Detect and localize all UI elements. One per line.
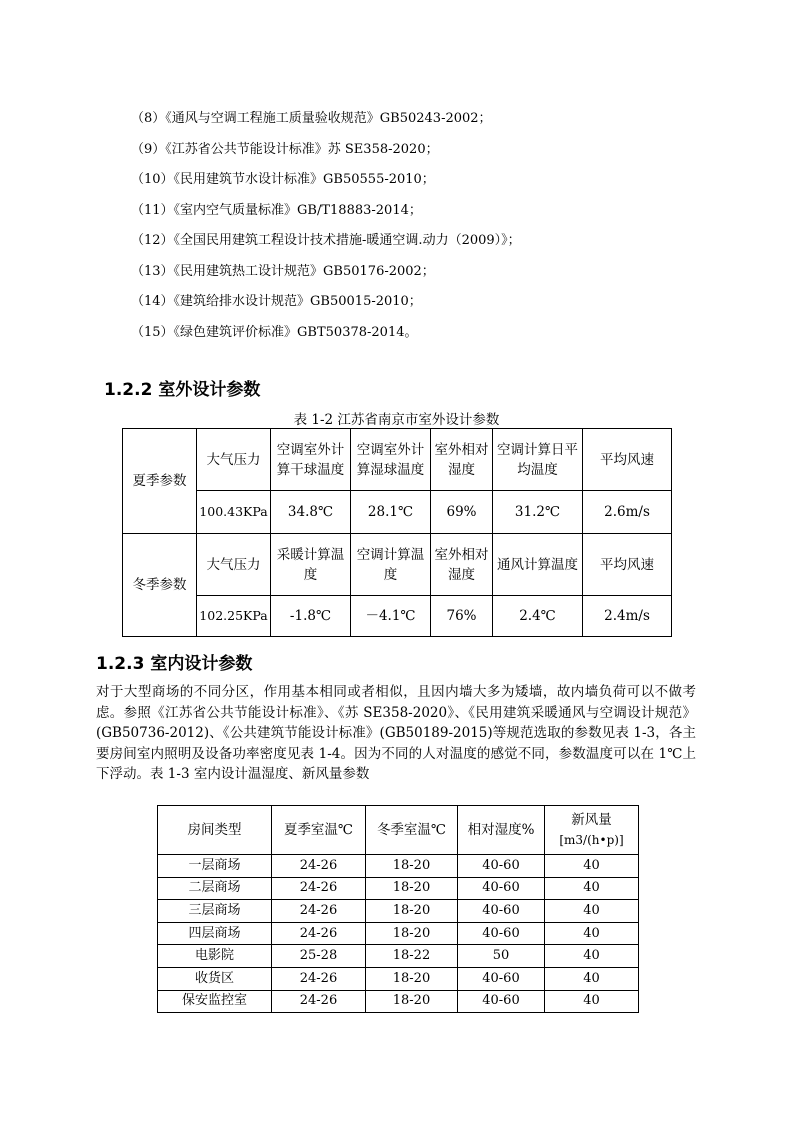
value-cell: 2.6m/s: [583, 491, 672, 534]
room-type-cell: 三层商场: [158, 900, 272, 923]
room-type-cell: 一层商场: [158, 855, 272, 878]
value-cell: 40-60: [458, 900, 545, 923]
table-caption-1-2: 表 1-2 江苏省南京市室外设计参数: [293, 412, 500, 428]
header-cell: 大气压力: [197, 534, 271, 596]
header-cell: 大气压力: [197, 429, 271, 491]
value-cell: 18-22: [366, 945, 458, 968]
header-cell: 相对湿度%: [458, 806, 545, 855]
fresh-air-label: 新风量: [571, 812, 612, 828]
fresh-air-unit: [m3/(h•p)]: [559, 833, 624, 847]
value-cell: -1.8℃: [271, 596, 351, 637]
value-cell: 102.25KPa: [197, 596, 271, 637]
reference-list: [131, 104, 521, 348]
winter-label-cell: 冬季参数: [123, 534, 197, 637]
header-cell: 冬季室温℃: [366, 806, 458, 855]
table-row: [158, 945, 639, 968]
value-cell: 24-26: [272, 900, 366, 923]
header-cell: 夏季室温℃: [272, 806, 366, 855]
reference-item: （8）《通风与空调工程施工质量验收规范》GB50243-2002；: [131, 111, 492, 126]
value-cell: 100.43KPa: [197, 491, 271, 534]
reference-item: （15）《绿色建筑评价标准》GBT50378-2014。: [131, 324, 418, 340]
header-cell: 室外相对湿度: [431, 534, 493, 596]
reference-item: （9）《江苏省公共节能设计标准》苏 SE358-2020；: [131, 141, 439, 157]
reference-item: （13）《民用建筑热工设计规范》GB50176-2002；: [131, 263, 435, 279]
value-cell: 18-20: [366, 900, 458, 923]
value-cell: 18-20: [366, 855, 458, 878]
header-cell: 房间类型: [158, 806, 272, 855]
value-cell: 40-60: [458, 877, 545, 900]
value-cell: 69%: [431, 491, 493, 534]
table-row: [123, 429, 672, 491]
room-type-cell: 电影院: [158, 945, 272, 968]
fresh-air-header-cell: [545, 806, 639, 855]
header-cell: 平均风速: [583, 534, 672, 596]
table-row: [158, 967, 639, 990]
value-cell: 24-26: [272, 877, 366, 900]
room-type-cell: 四层商场: [158, 922, 272, 945]
section-heading-1-2-3: 1.2.3 室内设计参数: [96, 654, 253, 674]
value-cell: 40: [545, 855, 639, 878]
reference-item: （14）《建筑给排水设计规范》GB50015-2010；: [131, 294, 422, 309]
value-cell: 40: [545, 990, 639, 1013]
value-cell: 31.2℃: [493, 491, 583, 534]
table-row: [158, 922, 639, 945]
body-paragraph: 对于大型商场的不同分区，作用基本相同或者相似，且因内墙大多为矮墙，故内墙负荷可以不做考虑。参照《江苏省公共节能设计标准》、《苏 SE358-2020》、《民用建筑采暖通风与空调设计规范》(GB50736-2012)、《公共建筑节能设计标准》(GB50189-2015)等规范选取的参数见表 1-3，各主要房间室内照明及设备功率密度见表 1-4。因为不同的人对温度的感觉不同，参数温度可以在 1℃上下浮动。表 1-3 室内设计温湿度、新风量参数: [96, 684, 696, 783]
outdoor-parameters-table: [122, 428, 672, 637]
value-cell: 18-20: [366, 922, 458, 945]
table-row: [158, 877, 639, 900]
reference-item: （11）《室内空气质量标准》GB/T18883-2014；: [131, 202, 422, 218]
table-header-row: [158, 806, 639, 855]
header-cell: 室外相对湿度: [431, 429, 493, 491]
value-cell: 40: [545, 877, 639, 900]
value-cell: 40: [545, 945, 639, 968]
table-row: [123, 534, 672, 596]
section-heading-1-2-2: 1.2.2 室外设计参数: [104, 380, 261, 400]
header-cell: 采暖计算温度: [271, 534, 351, 596]
header-cell: 空调室外计算湿球温度: [351, 429, 431, 491]
value-cell: 18-20: [366, 877, 458, 900]
value-cell: 18-20: [366, 967, 458, 990]
value-cell: 40-60: [458, 855, 545, 878]
header-cell: 空调计算温度: [351, 534, 431, 596]
header-cell: 通风计算温度: [493, 534, 583, 596]
value-cell: 24-26: [272, 990, 366, 1013]
value-cell: 24-26: [272, 967, 366, 990]
value-cell: 2.4m/s: [583, 596, 672, 637]
table-row: [123, 491, 672, 534]
value-cell: 40: [545, 967, 639, 990]
header-cell: 平均风速: [583, 429, 672, 491]
summer-label-cell: 夏季参数: [123, 429, 197, 534]
value-cell: 18-20: [366, 990, 458, 1013]
value-cell: 76%: [431, 596, 493, 637]
table-row: [158, 855, 639, 878]
table-row: [158, 900, 639, 923]
room-type-cell: 保安监控室: [158, 990, 272, 1013]
reference-item: （12）《全国民用建筑工程设计技术措施-暖通空调.动力（2009）》；: [131, 233, 521, 248]
value-cell: 34.8℃: [271, 491, 351, 534]
table-row: [158, 990, 639, 1013]
value-cell: 40-60: [458, 990, 545, 1013]
value-cell: 40: [545, 922, 639, 945]
header-cell: 空调室外计算干球温度: [271, 429, 351, 491]
reference-item: （10）《民用建筑节水设计标准》GB50555-2010；: [131, 172, 435, 187]
room-type-cell: 二层商场: [158, 877, 272, 900]
indoor-parameters-table: [157, 805, 639, 1013]
value-cell: －4.1℃: [351, 596, 431, 637]
value-cell: 40-60: [458, 967, 545, 990]
value-cell: 25-28: [272, 945, 366, 968]
value-cell: 2.4℃: [493, 596, 583, 637]
header-cell: 空调计算日平均温度: [493, 429, 583, 491]
value-cell: 40-60: [458, 922, 545, 945]
value-cell: 50: [458, 945, 545, 968]
room-type-cell: 收货区: [158, 967, 272, 990]
table-row: [123, 596, 672, 637]
value-cell: 40: [545, 900, 639, 923]
value-cell: 24-26: [272, 855, 366, 878]
value-cell: 28.1℃: [351, 491, 431, 534]
value-cell: 24-26: [272, 922, 366, 945]
